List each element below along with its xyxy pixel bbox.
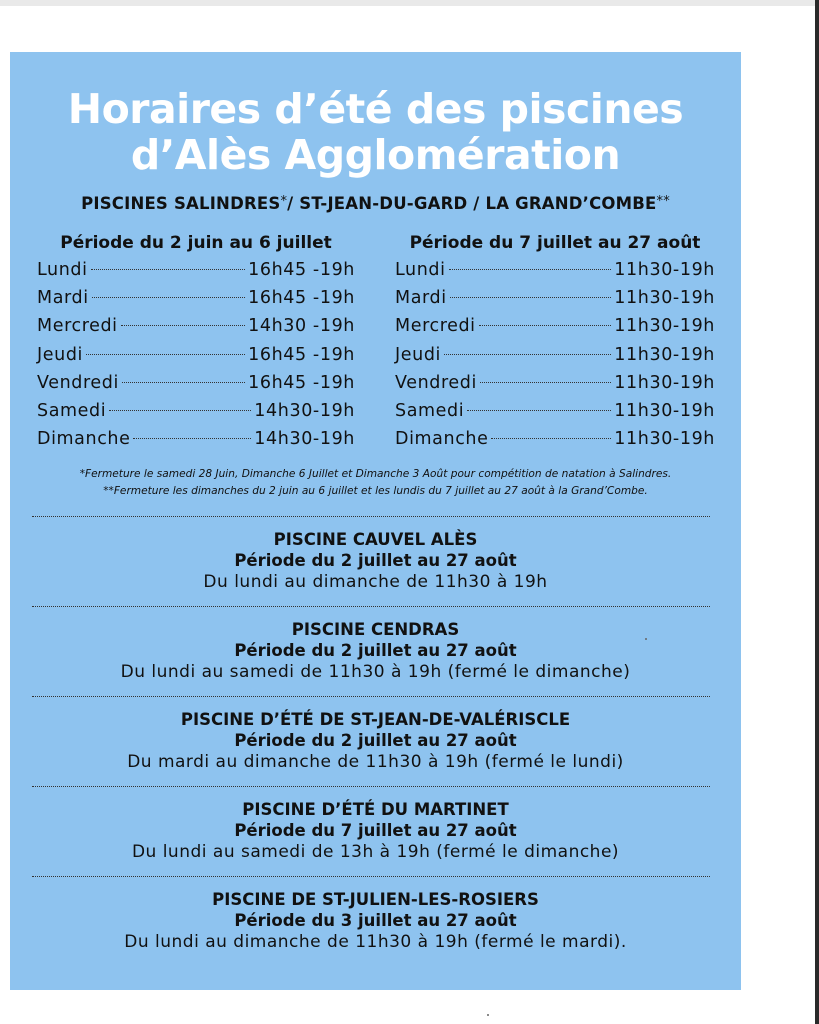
time-value: 16h45 -19h [248,344,355,365]
day-label: Dimanche [395,429,489,450]
pool-hours: Du lundi au samedi de 11h30 à 19h (fermé le dimanche) [120,662,631,682]
group-heading [10,194,741,213]
time-value: 16h45 -19h [248,288,355,309]
scan-speck [487,1014,489,1016]
footnote-mark-1: * [280,194,288,209]
pool-name: PISCINE D’ÉTÉ DU MARTINET [242,800,509,819]
leader-dots [444,354,611,355]
day-label: Dimanche [37,429,131,450]
leader-dots [122,382,245,383]
pool-period: Période du 2 juillet au 27 août [234,551,517,570]
schedule-row [37,401,355,429]
pool-hours: Du lundi au samedi de 13h à 19h (fermé le dimanche) [131,842,620,862]
schedule-column-2 [395,232,715,457]
pool-name: PISCINE D’ÉTÉ DE ST-JEAN-DE-VALÉRISCLE [180,710,571,729]
schedule-row [37,429,355,457]
schedule-row [395,373,715,401]
pool-name: PISCINE CENDRAS [291,620,460,639]
time-value: 11h30-19h [614,344,715,365]
pool-period: Période du 2 juillet au 27 août [234,731,517,750]
day-label: Vendredi [395,372,477,393]
dotted-divider [32,876,710,877]
pool-block [10,799,741,863]
group-names-2: / ST-JEAN-DU-GARD / LA GRAND’COMBE [287,194,657,213]
pool-block [10,529,741,593]
time-value: 14h30 -19h [248,316,355,337]
schedule-row [37,345,355,373]
schedule-row [395,401,715,429]
dotted-divider [32,516,710,517]
time-value: 11h30-19h [614,288,715,309]
day-label: Jeudi [395,344,441,365]
footnote-1: *Fermeture le samedi 28 Juin, Dimanche 6 Juillet et Dimanche 3 Août pour compétition de natation à Salindres. [79,468,672,480]
leader-dots [479,325,612,326]
schedule-row [37,316,355,344]
page-title [10,86,741,178]
group-names: PISCINES SALINDRES [81,194,281,213]
pool-name: PISCINE CAUVEL ALÈS [273,530,478,549]
day-label: Lundi [37,260,88,280]
schedule-row [37,260,355,288]
pool-block [10,709,741,773]
schedule-row [37,288,355,316]
time-value: 16h45 -19h [248,372,355,393]
day-label: Mardi [37,288,89,309]
leader-dots [121,325,245,326]
leader-dots [92,297,245,298]
day-label: Mercredi [37,316,118,337]
flyer [10,52,741,990]
time-value: 11h30-19h [614,372,715,393]
title-line-2: d’Alès Agglomération [130,131,621,179]
dotted-divider [32,606,710,607]
title-line-1: Horaires d’été des piscines [67,85,684,133]
schedule-row [37,373,355,401]
day-label: Samedi [37,400,107,421]
schedule-row [395,288,715,316]
pool-block [10,889,741,953]
day-label: Lundi [395,260,446,280]
period-heading: Période du 2 juin au 6 juillet [60,233,332,253]
pool-period: Période du 2 juillet au 27 août [234,641,517,660]
leader-dots [86,354,245,355]
schedule-column-1 [37,232,355,457]
footnote-mark-2: ** [656,194,670,209]
time-value: 11h30-19h [614,316,715,337]
leader-dots [480,382,611,383]
dotted-divider [32,786,710,787]
pool-period: Période du 7 juillet au 27 août [234,821,517,840]
pool-name: PISCINE DE ST-JULIEN-LES-ROSIERS [212,890,539,909]
scan-border [815,0,819,1024]
schedule-row [395,345,715,373]
pool-period: Période du 3 juillet au 27 août [234,911,517,930]
day-label: Jeudi [37,344,83,365]
leader-dots [109,410,251,411]
day-label: Samedi [395,400,465,421]
pool-hours: Du mardi au dimanche de 11h30 à 19h (fermé le lundi) [127,752,624,772]
schedule-row [395,260,715,288]
time-value: 11h30-19h [614,429,715,450]
scan-edge [0,0,819,6]
day-label: Mercredi [395,316,476,337]
day-label: Vendredi [37,372,119,393]
schedule-row [395,316,715,344]
leader-dots [467,410,611,411]
time-value: 11h30-19h [614,400,715,421]
dotted-divider [32,696,710,697]
leader-dots [450,297,612,298]
time-value: 14h30-19h [254,400,355,421]
footnote-2: **Fermeture les dimanches du 2 juin au 6 juillet et les lundis du 7 juillet au 27 août à la Grand’Combe. [103,485,648,497]
pool-hours: Du lundi au dimanche de 11h30 à 19h (fermé le mardi). [124,932,627,952]
schedule-row [395,429,715,457]
period-heading: Période du 7 juillet au 27 août [409,233,701,253]
leader-dots [133,438,251,439]
leader-dots [449,269,612,270]
time-value: 14h30-19h [254,429,355,450]
day-label: Mardi [395,288,447,309]
pool-hours: Du lundi au dimanche de 11h30 à 19h [203,572,548,592]
scan-speck [645,638,647,640]
footnotes [10,466,741,500]
pool-block [10,619,741,683]
leader-dots [91,269,246,270]
time-value: 11h30-19h [614,260,715,280]
leader-dots [491,438,611,439]
time-value: 16h45 -19h [248,260,355,280]
